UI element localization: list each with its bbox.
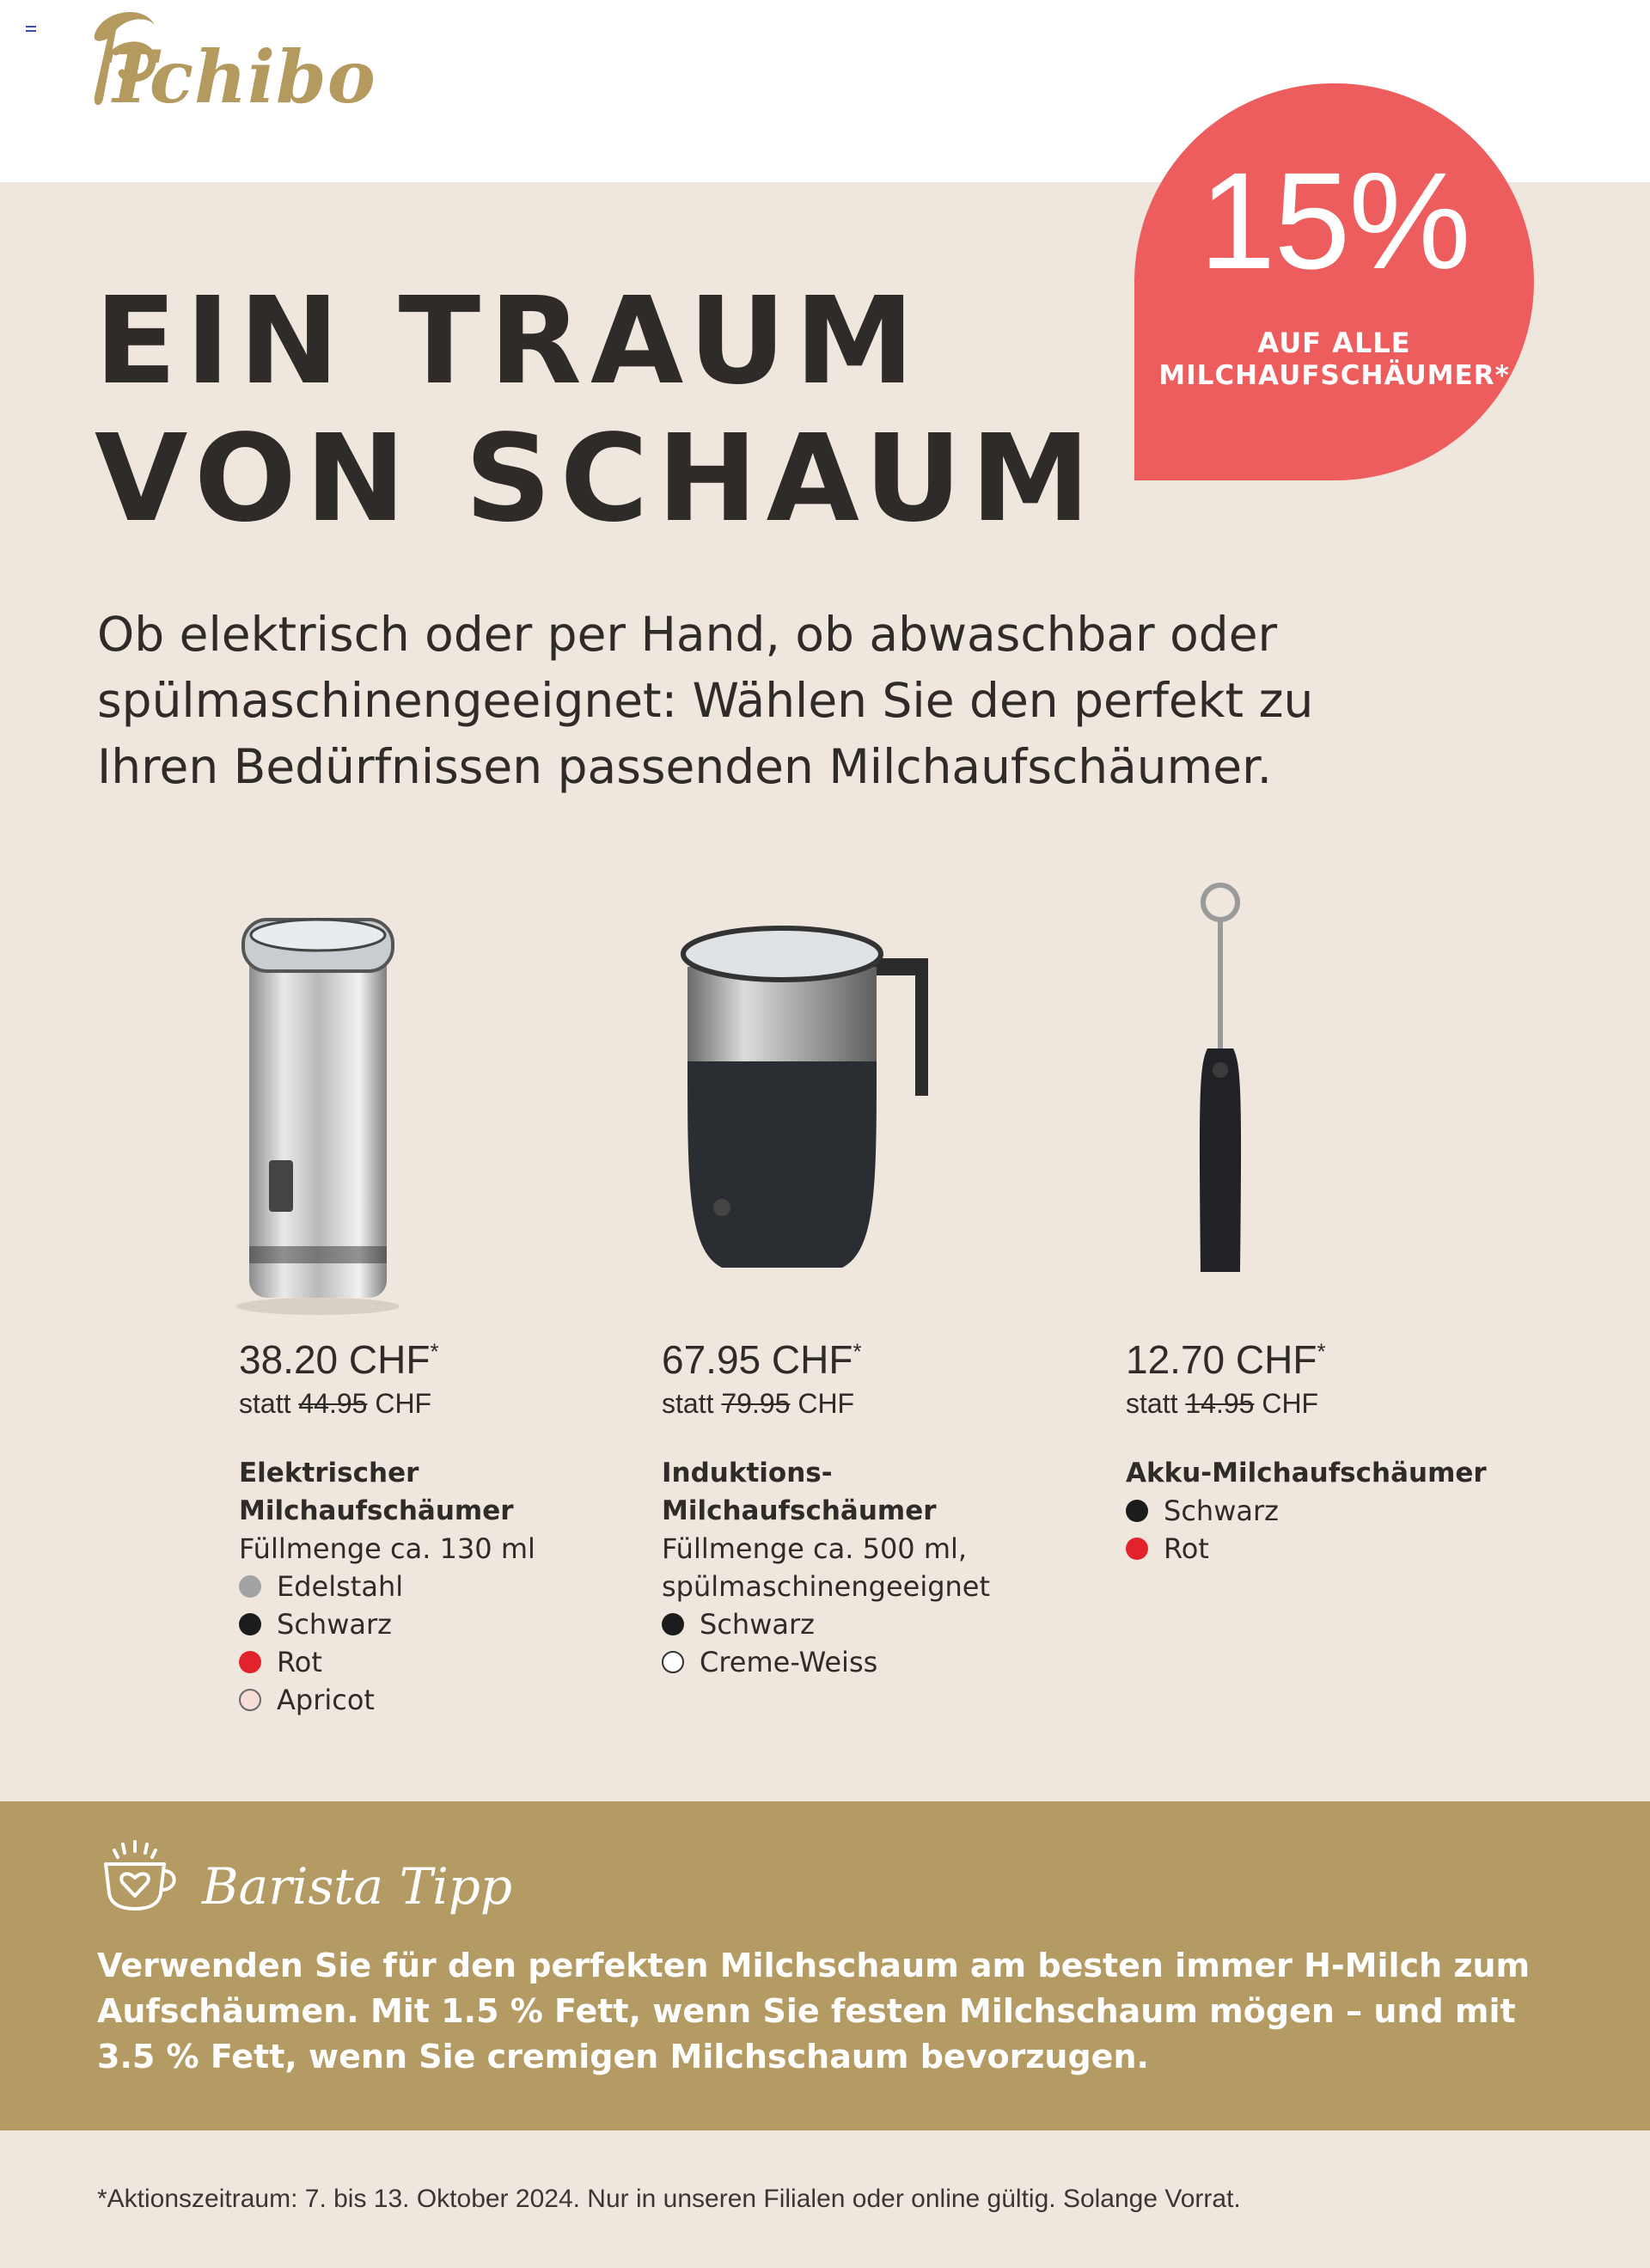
product-electric [239,1336,535,1719]
product-description: Füllmenge ca. 500 ml, spülmaschinengeeignet [662,1532,991,1603]
product-price: 67.95 CHF* [662,1337,862,1382]
electric-frother-image[interactable] [228,902,425,1315]
color-option[interactable]: Schwarz [1126,1492,1487,1530]
color-options [239,1568,535,1719]
color-swatch[interactable] [662,1651,684,1673]
product-old-price: statt 44.95 CHF [239,1388,432,1419]
product-name: Akku-Milchaufschäumer [1126,1458,1487,1489]
coffee-cup-heart-icon [99,1840,180,1913]
product-old-price: statt 79.95 CHF [662,1388,855,1419]
color-swatch[interactable] [662,1613,684,1635]
color-option[interactable]: Schwarz [662,1605,990,1643]
color-swatch[interactable] [239,1575,261,1598]
color-option[interactable]: Rot [1126,1530,1487,1568]
discount-badge [1134,83,1534,480]
product-price: 12.70 CHF* [1126,1337,1326,1382]
product-handheld [1126,1336,1487,1568]
color-swatch[interactable] [239,1613,261,1635]
page-title [95,273,1099,548]
color-swatch[interactable] [239,1651,261,1673]
product-name: Induktions- Milchaufschäumer [662,1458,937,1526]
product-description: Füllmenge ca. 130 ml [239,1532,535,1565]
product-induction [662,1336,990,1681]
color-option[interactable]: Schwarz [239,1605,535,1643]
color-options [662,1605,990,1681]
induction-frother-image[interactable] [670,907,945,1285]
product-old-price: statt 14.95 CHF [1126,1388,1319,1419]
color-option[interactable]: Apricot [239,1681,535,1719]
color-swatch[interactable] [1126,1500,1148,1522]
color-swatch[interactable] [1126,1537,1148,1560]
discount-line-1: AUF ALLE [1257,327,1411,359]
color-option[interactable]: Edelstahl [239,1568,535,1605]
barista-tip-section [0,1801,1650,2130]
intro-text: Ob elektrisch oder per Hand, ob abwaschbar oder spülmaschinengeeignet: Wählen Sie den perfekt zu Ihren Bedürfnissen passenden Milchaufschäumer. [97,607,1314,794]
title-line-2: VON SCHAUM [95,409,1099,549]
discount-percent: 15% [1199,144,1470,297]
brand-name[interactable]: Tchibo [103,34,376,119]
barista-title: Barista Tipp [202,1857,513,1916]
menu-icon[interactable] [26,26,36,34]
color-options [1126,1492,1487,1568]
product-name: Elektrischer Milchaufschäumer [239,1458,514,1526]
discount-line-2: MILCHAUFSCHÄUMER* [1158,360,1510,391]
footnote: *Aktionszeitraum: 7. bis 13. Oktober 2024. Nur in unseren Filialen oder online gültig. Solange Vorrat. [97,2185,1241,2213]
title-line-1: EIN TRAUM [95,272,923,412]
barista-text: Verwenden Sie für den perfekten Milchschaum am besten immer H-Milch zum Aufschäumen. Mit 1.5 % Fett, wenn Sie festen Milchschaum mögen – und mit 3.5 % Fett, wenn Sie cremigen Milchschaum bevorzugen. [97,1947,1531,2075]
handheld-frother-image[interactable] [1182,877,1268,1289]
color-swatch[interactable] [239,1689,261,1711]
color-option[interactable]: Creme-Weiss [662,1643,990,1681]
product-price: 38.20 CHF* [239,1337,439,1382]
color-option[interactable]: Rot [239,1643,535,1681]
